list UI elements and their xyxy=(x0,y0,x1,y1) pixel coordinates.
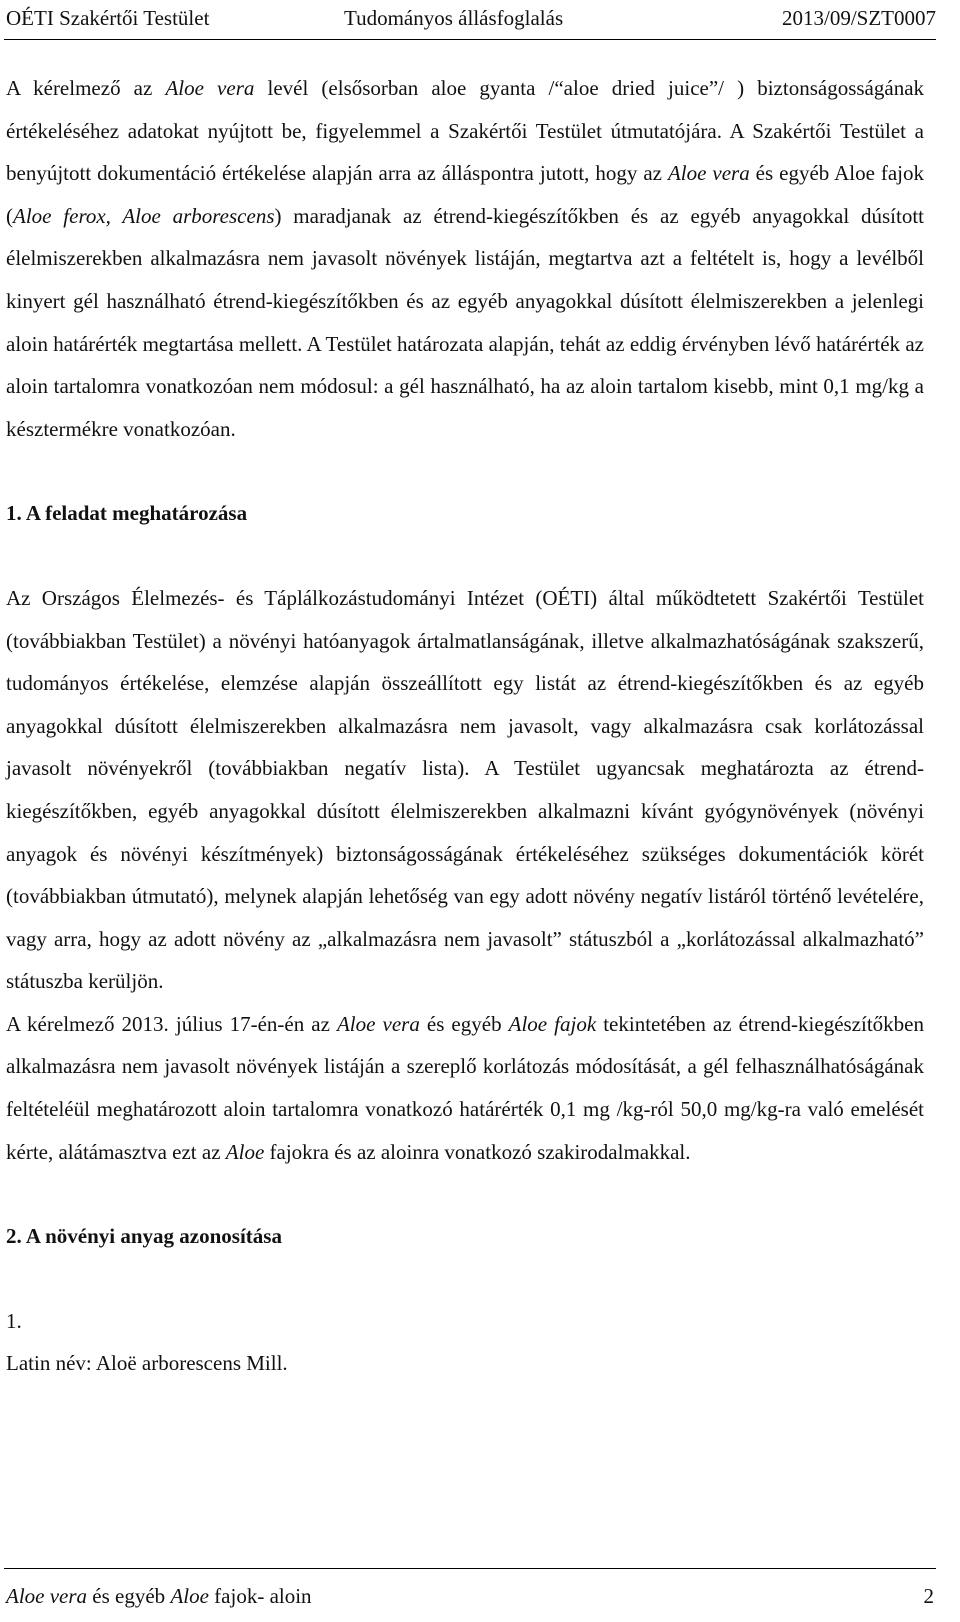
header-divider xyxy=(4,39,936,40)
header-document-type: Tudományos állásfoglalás xyxy=(344,6,564,30)
species-name: Aloe fajok xyxy=(508,1011,597,1036)
section-heading-1: 1. A feladat meghatározása xyxy=(6,501,248,526)
species-name: Aloe vera xyxy=(336,1011,420,1036)
task-definition-paragraph: Az Országos Élelmezés- és Táplálkozástudományi Intézet (OÉTI) által működtetett Szakértői Testület (továbbiakban Testület) a növényi hatóanyagok ártalmatlanságának, illetve alkalmazhatóságának szakszerű, tudományos értékelése, elemzése alapján összeállított egy listát az étrend-kiegészítőkben és az egyéb anyagokkal dúsított élelmiszerekben alkalmazásra nem javasolt, vagy alkalmazásra csak korlátozással javasolt növényekről (továbbiakban negatív lista). A Testület ugyancsak meghatározta az étrend-kiegészítőkben, egyéb anyagokkal dúsított élelmiszerekben alkalmazni kívánt gyógynövények (növényi anyagok és növényi készítmények) biztonságosságának értékeléséhez szükséges dokumentációk körét (továbbiakban útmutató), melynek alapján lehetőség van egy adott növény negatív listáról történő levételére, vagy arra, hogy az adott növény az „alkalmazásra nem javasolt” státuszból a „korlátozással alkalmazható” státuszba kerüljön. xyxy=(6,585,924,994)
footer-text: fajok- aloin xyxy=(208,1584,312,1608)
text-run: tekintetében az étrend-kiegészítőkben alkalmazásra nem javasolt növények listáján a szereplő korlátozás módosítását, a gél felhasználhatóságának feltételéül meghatározott aloin tartalomra vonatkozó határérték 0,1 mg /kg-ról 50,0 mg/kg-ra való emelését kérte, alátámasztva ezt az xyxy=(6,1011,924,1164)
footer-title xyxy=(6,1576,312,1616)
header-organization: OÉTI Szakértői Testület xyxy=(6,6,210,30)
latin-name: Latin név: Aloë arborescens Mill. xyxy=(6,1351,288,1376)
species-name: Aloe ferox, Aloe arborescens xyxy=(13,203,275,228)
intro-paragraph xyxy=(6,67,924,450)
text-run: A kérelmező 2013. július 17-én-én az xyxy=(6,1011,337,1036)
page-header xyxy=(4,0,936,40)
text-run: fajokra és az aloinra vonatkozó szakirodalmakkal. xyxy=(264,1139,691,1164)
document-body xyxy=(6,67,924,1385)
text-run: ) maradjanak az étrend-kiegészítőkben és az egyéb anyagokkal dúsított élelmiszerekben alkalmazásra nem javasolt növények listáján, megtartva azt a feltételt is, hogy a levélből kinyert gél használható étrend-kiegészítőkben és az egyéb anyagokkal dúsított élelmiszerekben a jelenlegi aloin határérték megtartása mellett. A Testület határozata alapján, tehát az eddig érvényben lévő határérték az aloin tartalomra vonatkozóan nem módosul: a gél használható, ha az aloin tartalom kisebb, mint 0,1 mg/kg a késztermékre vonatkozóan. xyxy=(6,203,925,441)
text-run: levél (elsősorban aloe gyanta /“aloe dried juice”/ ) biztonságosságának értékeléséhez adatokat nyújtott be, figyelemmel a Szakértői Testület útmutatójára. A Szakértői Testület a benyújtott dokumentáció értékelése alapján arra az álláspontra jutott, hogy az xyxy=(6,76,925,186)
text-run: A kérelmező az xyxy=(6,76,166,100)
request-paragraph xyxy=(6,1003,924,1173)
footer-species: Aloe xyxy=(170,1584,209,1608)
footer-text: és egyéb xyxy=(87,1584,171,1608)
species-name: Aloe xyxy=(225,1139,265,1164)
species-name: Aloe vera xyxy=(667,161,750,186)
text-run: és egyéb xyxy=(419,1011,509,1036)
footer-species: Aloe vera xyxy=(6,1584,88,1608)
page-number: 2 xyxy=(923,1584,934,1608)
footer-divider xyxy=(4,1568,936,1569)
text-run: és egyéb Aloe fajok ( xyxy=(6,161,925,228)
section-heading-2: 2. A növényi anyag azonosítása xyxy=(6,1224,282,1249)
item-number: 1. xyxy=(6,1308,22,1333)
species-name: Aloe vera xyxy=(165,76,255,100)
header-document-number: 2013/09/SZT0007 xyxy=(781,6,936,30)
page-footer xyxy=(6,1576,934,1616)
